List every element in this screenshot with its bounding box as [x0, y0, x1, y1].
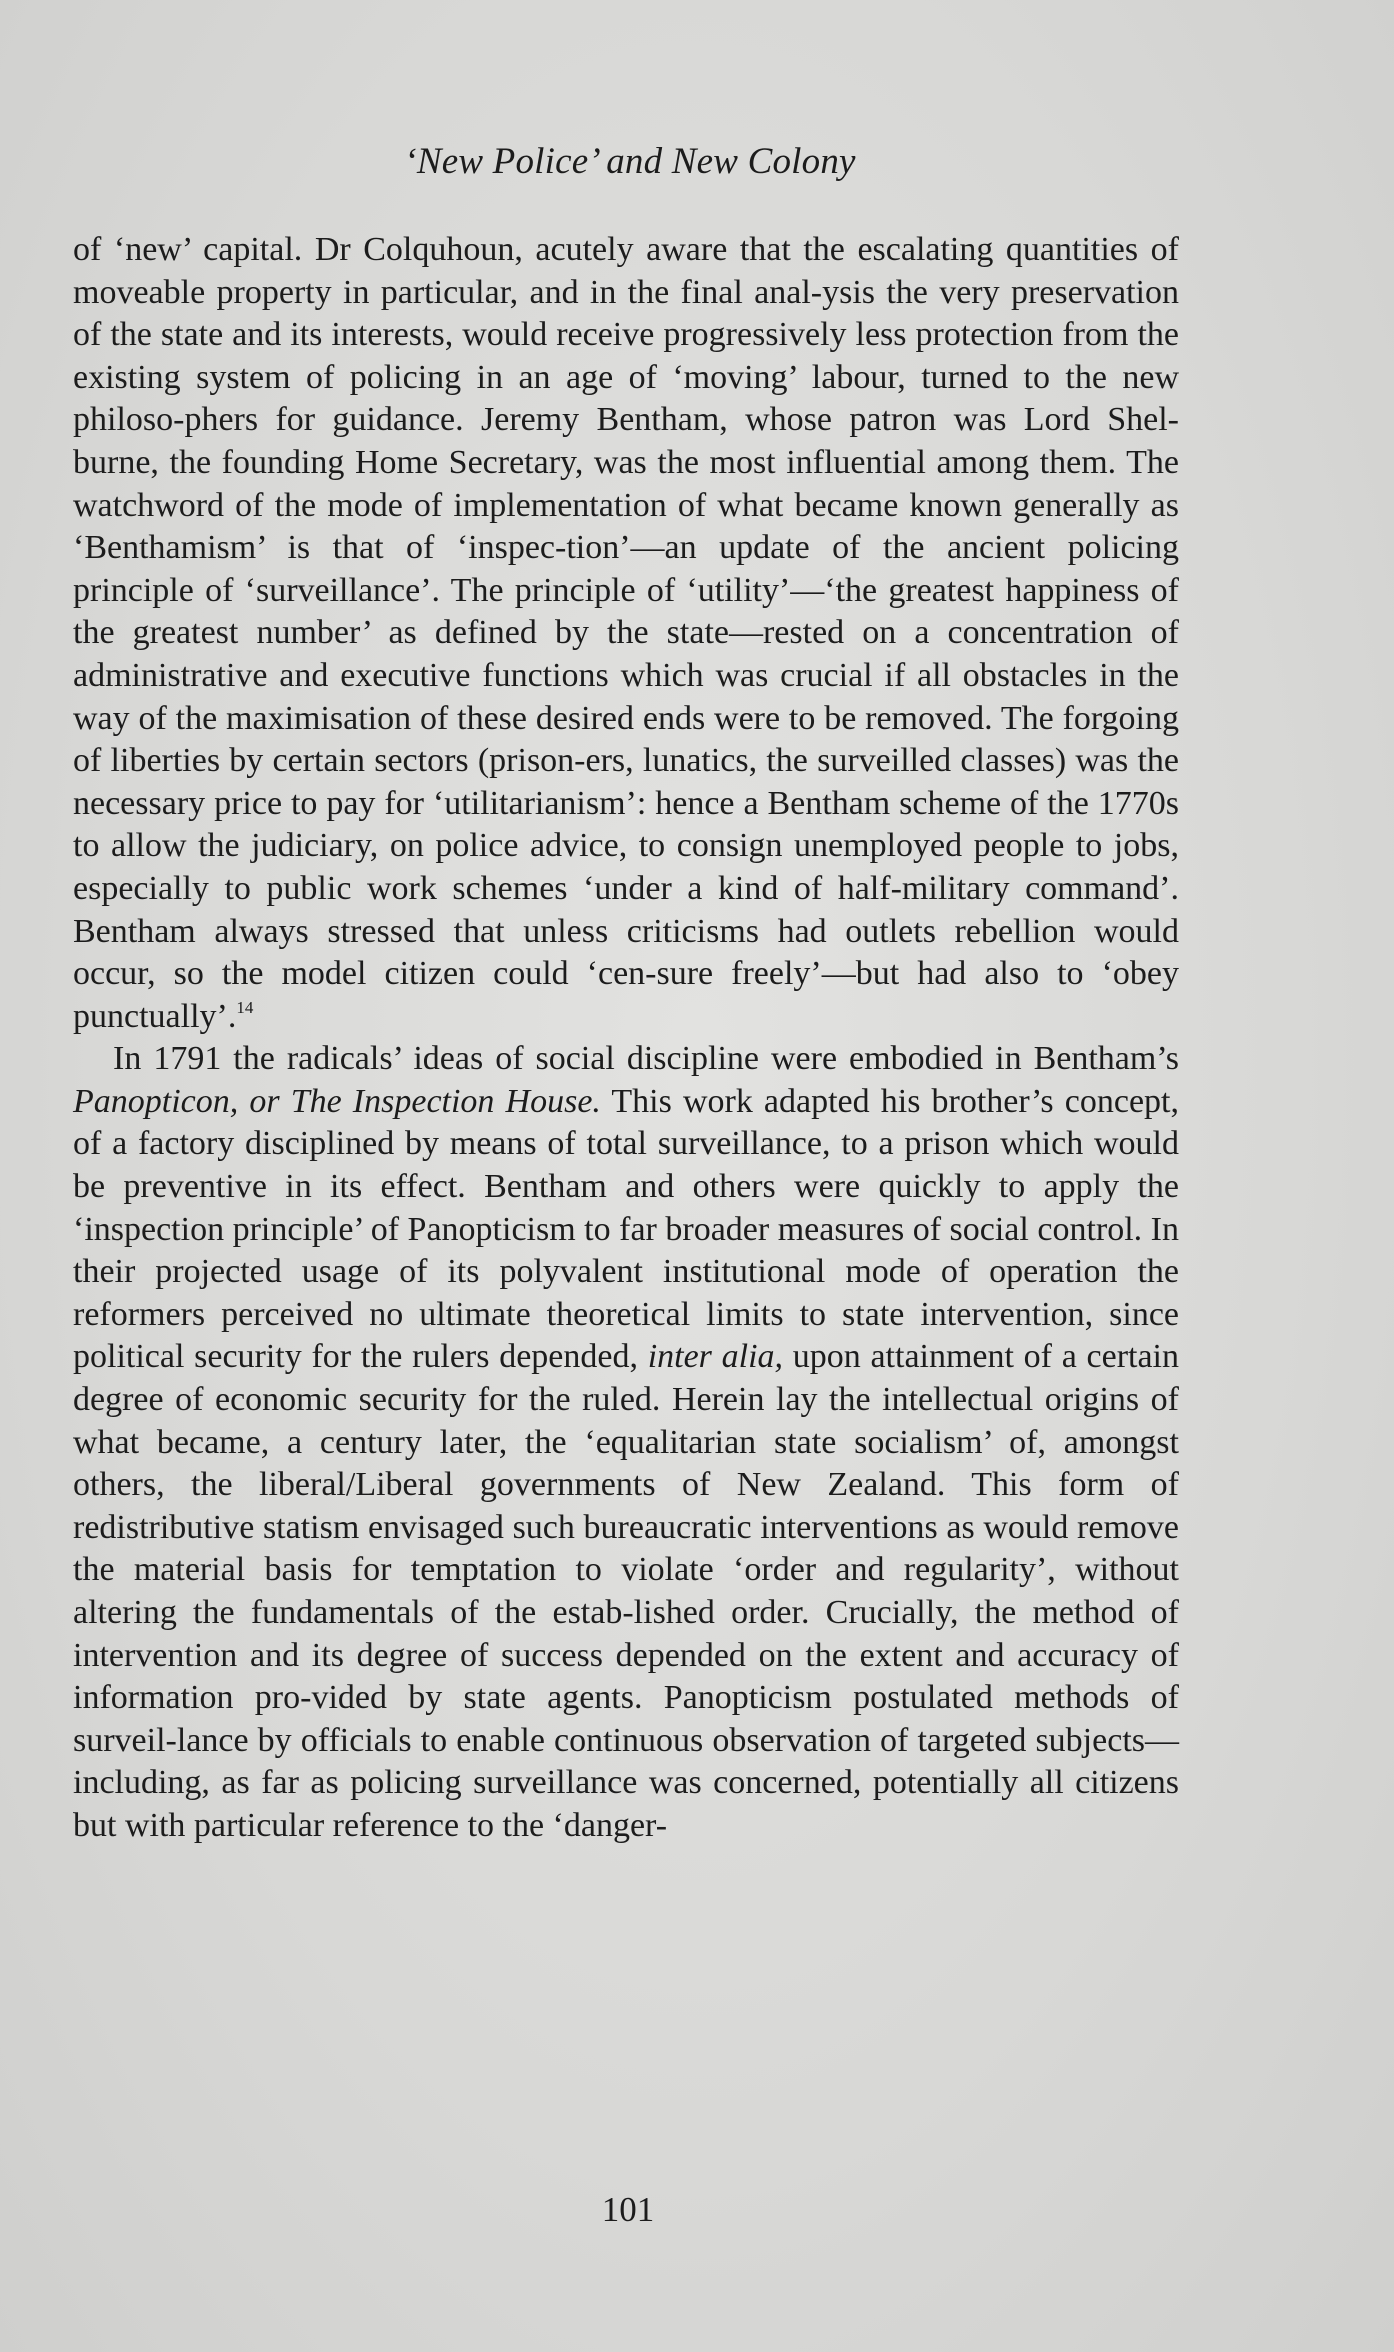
latin-phrase: inter alia, — [647, 1338, 784, 1376]
paragraph-2-text-c: upon attainment of a certain degree of economic security for the ruled. Herein lay the intellectual origins of what became, a century later, the ‘equalitarian state socialism’ of, amongst others, the liberal/Liberal governments of New Zealand. This form of redistributive statism envisaged such bureaucratic interventions as would remove the material basis for temptation to violate ‘order and regularity’, without altering the fundamentals of the estab-lished order. Crucially, the method of intervention and its degree of success depended on the extent and accuracy of information pro-vided by state agents. Panopticism postulated methods of surveil-lance by officials to enable continuous observation of targeted subjects—including, as far as policing surveillance was concerned, potentially all citizens but with particular reference to the ‘danger- — [73, 1338, 1180, 1844]
page-number: 101 — [601, 2190, 655, 2229]
paragraph-2 — [73, 1038, 1179, 1847]
paragraph-1 — [73, 229, 1179, 1038]
book-title: Panopticon, or The Inspection House. — [73, 1082, 601, 1120]
paragraph-2-text-b: This work adapted his brother’s concept, of a factory disciplined by means of total surveillance, to a prison which would be preventive in its effect. Bentham and others were quickly to apply the ‘inspection principle’ of Panopticism to far broader measures of social control. In their projected usage of its polyvalent institutional mode of operation the reformers perceived no ultimate theoretical limits to state intervention, since political security for the rulers depended, — [73, 1082, 1179, 1376]
body-text — [73, 229, 1179, 1848]
footnote-reference: 14 — [236, 997, 254, 1017]
paragraph-1-text: of ‘new’ capital. Dr Colquhoun, acutely aware that the escalating quantities of moveable property in particular, and in the final anal-ysis the very preservation of the state and its interests, would receive progressively less protection from the existing system of policing in an age of ‘moving’ labour, turned to the new philoso-phers for guidance. Jeremy Bentham, whose patron was Lord Shel-burne, the founding Home Secretary, was the most influential among them. The watchword of the mode of implementation of what became known generally as ‘Benthamism’ is that of ‘inspec-tion’—an update of the ancient policing principle of ‘surveillance’. The principle of ‘utility’—‘the greatest happiness of the greatest number’ as defined by the state—rested on a concentration of administrative and executive functions which was crucial if all obstacles in the way of the maximisation of these desired ends were to be removed. The forgoing of liberties by certain sectors (prison-ers, lunatics, the surveilled classes) was the necessary price to pay for ‘utilitarianism’: hence a Bentham scheme of the 1770s to allow the judiciary, on police advice, to consign unemployed people to jobs, especially to public work schemes ‘under a kind of half-military command’. Bentham always stressed that unless criticisms had outlets rebellion would occur, so the model citizen could ‘cen-sure freely’—but had also to ‘obey punctually’. — [73, 231, 1179, 1035]
paragraph-2-text-a: In 1791 the radicals’ ideas of social discipline were embodied in Bentham’s — [113, 1040, 1179, 1078]
running-head: ‘New Police’ and New Colony — [404, 141, 856, 182]
